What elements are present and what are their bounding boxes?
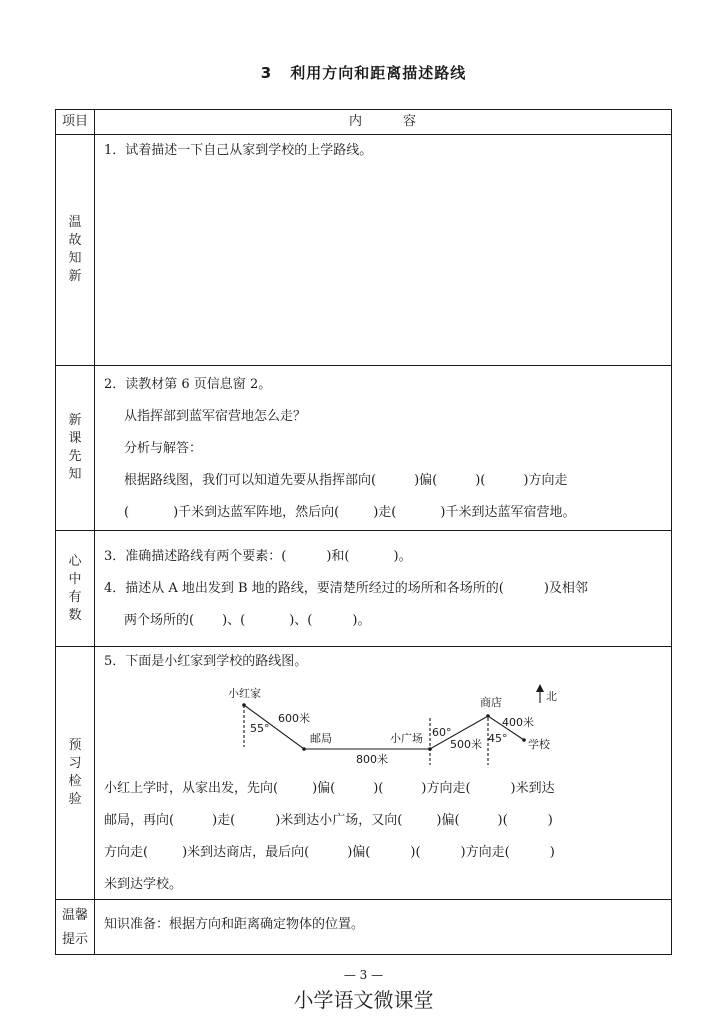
header-content-b: 容 (403, 114, 418, 129)
point-square (428, 747, 432, 751)
row-label-check-text: 预习检验 (68, 738, 82, 807)
row-label-tip-text: 温馨提示 (61, 908, 88, 947)
question-4-cont: 两个场所的( )、( )、( )。 (124, 613, 371, 628)
question-5: 5．下面是小红家到学校的路线图。 (104, 654, 308, 669)
question-3: 3．准确描述路线有两个要素：( )和( )。 (104, 549, 412, 564)
point-post (302, 747, 306, 751)
question-2: 2．读教材第 6 页信息窗 2。 (104, 377, 272, 392)
lesson-title: 利用方向和距离描述路线 (290, 64, 467, 82)
answer-line-1: 根据路线图，我们可以知道先要从指挥部向( )偏( )( )方向走 (124, 473, 568, 488)
north-arrow-head (536, 684, 544, 692)
page-number: — 3 — (343, 968, 384, 982)
label-dist-600: 600米 (278, 712, 310, 725)
label-north: 北 (546, 690, 557, 703)
point-school (522, 738, 526, 742)
label-angle-60: 60° (432, 726, 452, 739)
question-1: 1．试着描述一下自己从家到学校的上学路线。 (104, 143, 373, 158)
label-school: 学校 (528, 738, 550, 751)
row-label-tip (56, 900, 94, 956)
label-angle-55: 55° (250, 722, 270, 735)
label-dist-800: 800米 (356, 753, 388, 766)
label-home: 小红家 (228, 687, 261, 700)
route-answer-3: 方向走( )米到达商店，最后向( )偏( )( )方向走( ) (104, 845, 555, 860)
question-2-ask: 从指挥部到蓝军宿营地怎么走？ (124, 409, 307, 424)
header-content-a: 内 (348, 114, 363, 129)
row-label-review-text: 温故知新 (68, 215, 82, 284)
watermark-text: 小学语文微课堂 (293, 988, 434, 1012)
header-item: 项目 (61, 114, 88, 129)
route-answer-2: 邮局，再向( )走( )米到达小广场，又向( )偏( )( ) (104, 813, 553, 828)
label-post: 邮局 (310, 732, 332, 745)
point-home (242, 703, 246, 707)
route-answer-4: 米到达学校。 (104, 877, 183, 892)
question-4: 4．描述从 A 地出发到 B 地的路线，要清楚所经过的场所和各场所的( )及相邻 (104, 581, 588, 596)
analysis-label: 分析与解答： (124, 441, 203, 456)
lesson-number: 3 (260, 64, 273, 82)
answer-line-2: ( )千米到达蓝军阵地，然后向( )走( )千米到达蓝军宿营地。 (124, 505, 576, 520)
route-answer-1: 小红上学时，从家出发，先向( )偏( )( )方向走( )米到达 (104, 781, 555, 796)
row-label-know-text: 心中有数 (68, 553, 82, 623)
label-square: 小广场 (390, 732, 423, 745)
row-label-preview-text: 新课先知 (68, 413, 82, 482)
worksheet-table (55, 109, 672, 955)
tip-text: 知识准备：根据方向和距离确定物体的位置。 (104, 917, 365, 932)
page-title (0, 62, 727, 83)
label-dist-500: 500米 (450, 738, 482, 751)
label-dist-400: 400米 (502, 716, 534, 729)
label-angle-45: 45° (488, 732, 508, 745)
point-shop (486, 714, 490, 718)
label-shop: 商店 (480, 696, 502, 709)
